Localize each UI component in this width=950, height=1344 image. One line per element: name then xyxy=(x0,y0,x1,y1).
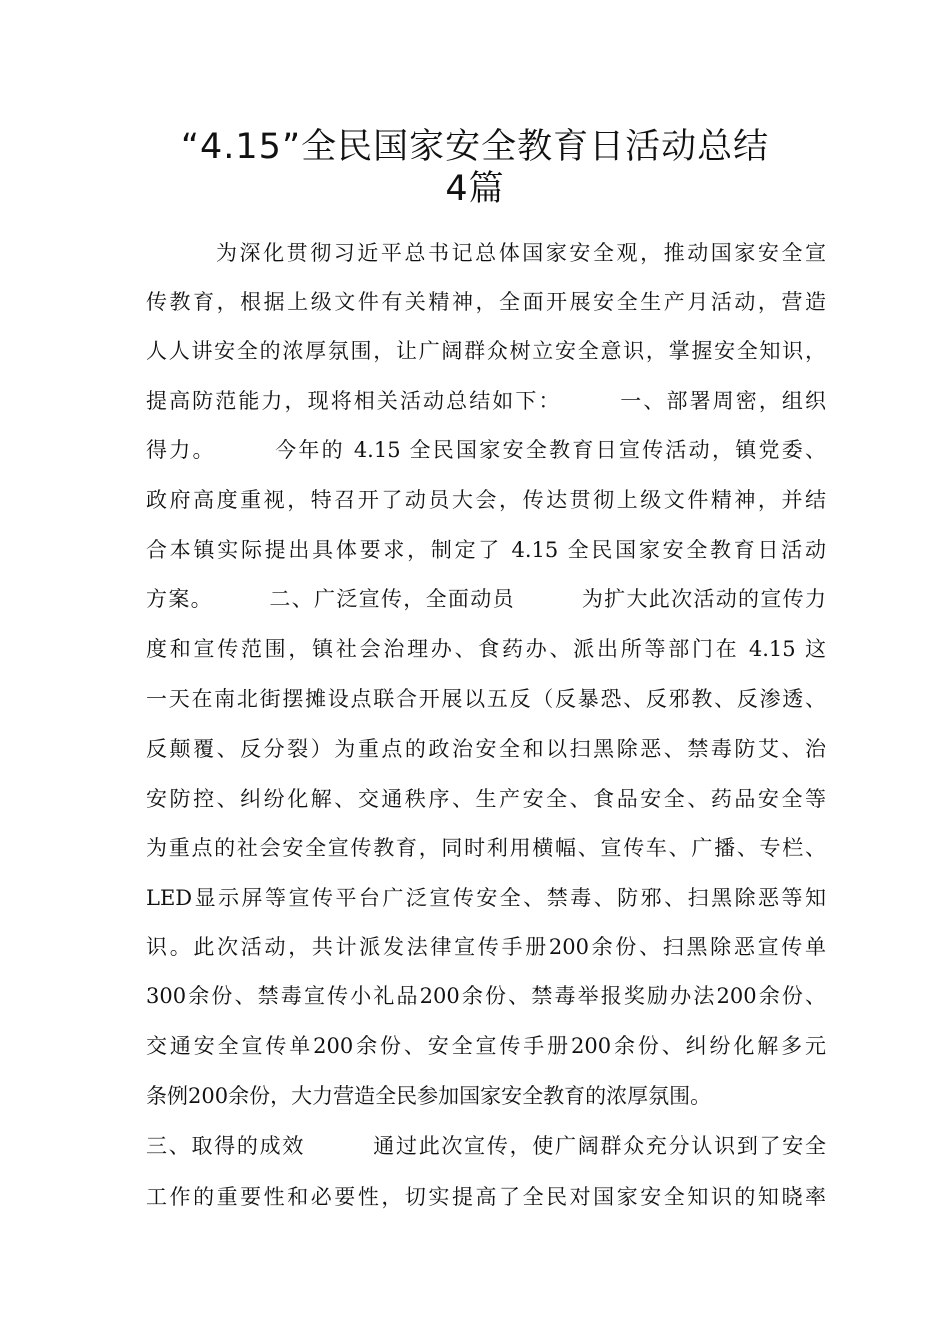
body-line: 识。此次活动，共计派发法律宣传手册200余份、扫黑除恶宣传单 xyxy=(146,935,826,959)
title-line-1: “4.15”全民国家安全教育日活动总结 xyxy=(180,127,770,167)
body-line: 三、取得的成效 通过此次宣传，使广阔群众充分认识到了安全 xyxy=(146,1134,826,1158)
body-line: 一天在南北街摆摊设点联合开展以五反（反暴恐、反邪教、反渗透、 xyxy=(146,687,826,711)
body-line: 得力。 今年的 4.15 全民国家安全教育日宣传活动，镇党委、 xyxy=(146,438,826,462)
body-line: 方案。 二、广泛宣传，全面动员 为扩大此次活动的宣传力 xyxy=(146,587,826,611)
body-line: 为深化贯彻习近平总书记总体国家安全观，推动国家安全宣 xyxy=(216,241,826,265)
body-line: 人人讲安全的浓厚氛围，让广阔群众树立安全意识，掌握安全知识， xyxy=(146,339,826,363)
body-line: 政府高度重视，特召开了动员大会，传达贯彻上级文件精神，并结 xyxy=(146,488,826,512)
body-line: 合本镇实际提出具体要求，制定了 4.15 全民国家安全教育日活动 xyxy=(146,538,826,562)
body-line: 300余份、禁毒宣传小礼品200余份、禁毒举报奖励办法200余份、 xyxy=(146,984,826,1008)
body-line: 传教育，根据上级文件有关精神，全面开展安全生产月活动，营造 xyxy=(146,290,826,314)
title-line-2: 4篇 xyxy=(445,169,505,209)
body-line: 工作的重要性和必要性，切实提高了全民对国家安全知识的知晓率 xyxy=(146,1185,826,1209)
body-line: 交通安全宣传单200余份、安全宣传手册200余份、纠纷化解多元 xyxy=(146,1034,826,1058)
body-line: 为重点的社会安全宣传教育，同时利用横幅、宣传车、广播、专栏、 xyxy=(146,836,826,860)
body-line: 安防控、纠纷化解、交通秩序、生产安全、食品安全、药品安全等 xyxy=(146,787,826,811)
document-title xyxy=(100,126,850,210)
body-line: LED显示屏等宣传平台广泛宣传安全、禁毒、防邪、扫黑除恶等知 xyxy=(146,886,826,910)
body-line: 提高防范能力，现将相关活动总结如下： 一、部署周密，组织 xyxy=(146,389,826,413)
body-line: 条例200余份，大力营造全民参加国家安全教育的浓厚氛围。 xyxy=(146,1084,712,1108)
body-line: 反颠覆、反分裂）为重点的政治安全和以扫黑除恶、禁毒防艾、治 xyxy=(146,737,826,761)
body-line: 度和宣传范围，镇社会治理办、食药办、派出所等部门在 4.15 这 xyxy=(146,637,826,661)
